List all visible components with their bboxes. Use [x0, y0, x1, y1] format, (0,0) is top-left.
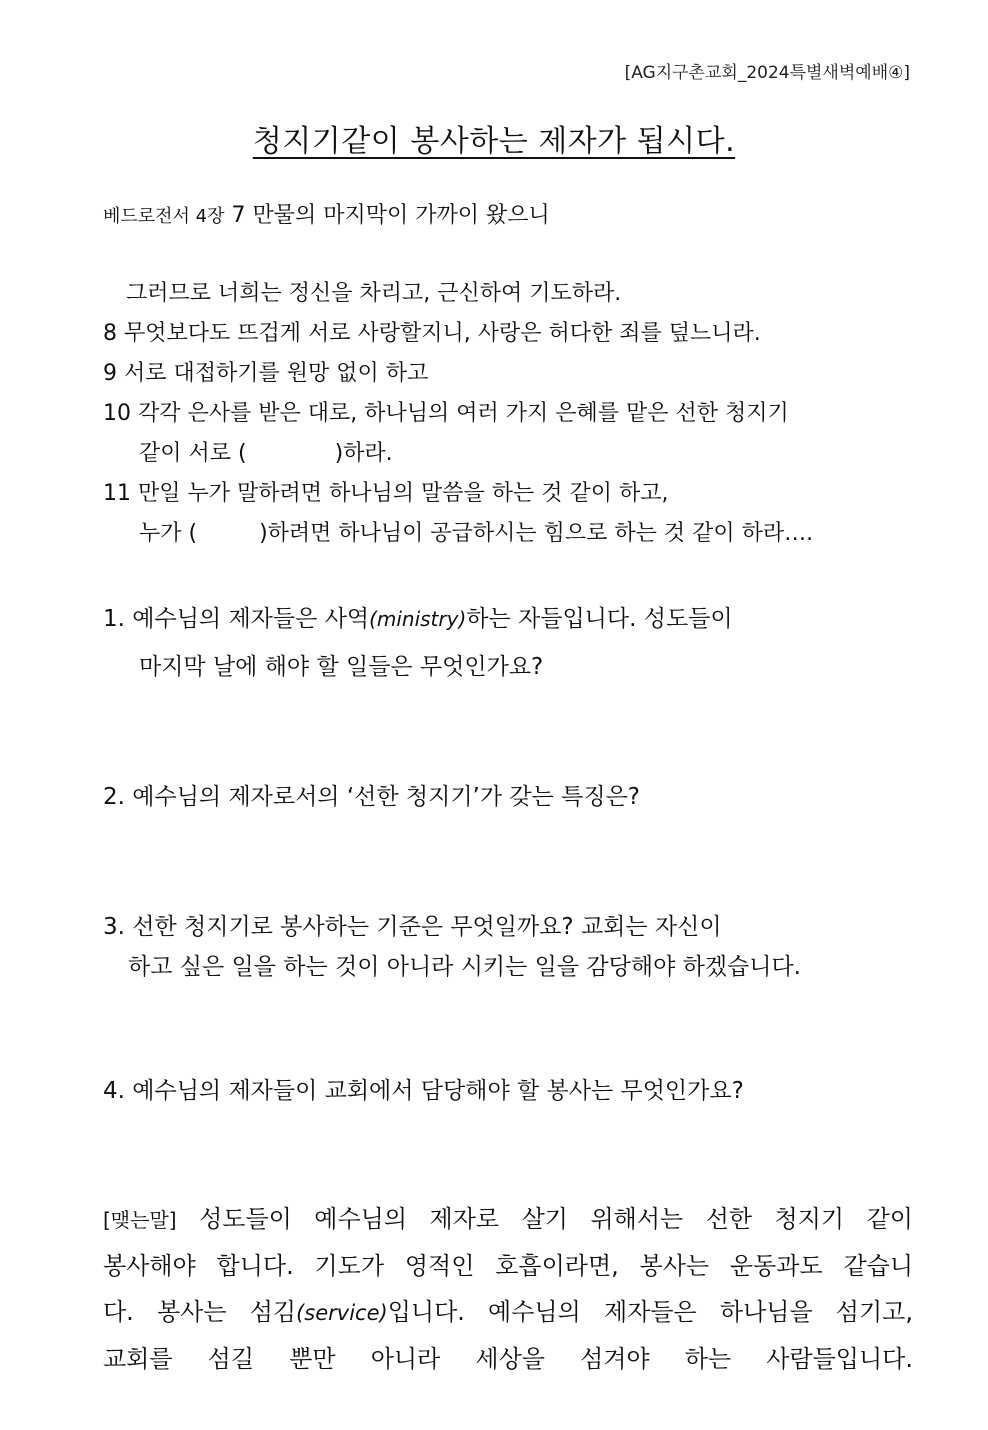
fill-in-prefix: 누가 (	[139, 521, 198, 546]
header-tag: [AG지구촌교회_2024특별새벽예배④]	[624, 63, 910, 83]
scripture-verse-8: 8 무엇보다도 뜨겁게 서로 사랑할지니, 사랑은 허다한 죄를 덮느니라.	[103, 321, 761, 346]
scripture-book: 베드로전서 4장	[103, 206, 225, 227]
scripture-verse-9: 9 서로 대접하기를 원망 없이 하고	[103, 361, 429, 386]
fill-in-suffix: )하라.	[334, 441, 393, 466]
question-4: 4. 예수님의 제자들이 교회에서 담당해야 할 봉사는 무엇인가요?	[103, 1078, 744, 1104]
fill-in-suffix: )하려면 하나님이 공급하시는 힘으로 하는 것 같이 하라….	[259, 521, 814, 546]
closing-line-3: 다. 봉사는 섬김(service)입니다. 예수님의 제자들은 하나님을 섬기고,	[103, 1298, 913, 1326]
question-3-line-2: 하고 싶은 일을 하는 것이 아니라 시키는 일을 감당해야 하겠습니다.	[128, 954, 801, 980]
scripture-verse-11-cont	[139, 516, 813, 547]
question-1-line-2: 마지막 날에 해야 할 일들은 무엇인가요?	[139, 654, 544, 680]
service-term: (service)	[296, 1301, 388, 1325]
fill-in-prefix: 같이 서로 (	[139, 441, 247, 466]
scripture-verse-10-cont	[139, 436, 393, 467]
closing-label: [맺는말]	[103, 1208, 177, 1232]
scripture-reference	[103, 198, 550, 229]
closing-paragraph	[103, 1196, 913, 1382]
question-3: 3. 선한 청지기로 봉사하는 기준은 무엇일까요? 교회는 자신이	[103, 914, 722, 940]
scripture-line: 그러므로 너희는 정신을 차리고, 근신하여 기도하라.	[126, 281, 622, 306]
scripture-verse-10: 10 각각 은사를 받은 대로, 하나님의 여러 가지 은혜를 맡은 선한 청지기	[103, 401, 789, 426]
ministry-term: (ministry)	[369, 607, 467, 631]
scripture-verse-11: 11 만일 누가 말하려면 하나님의 말씀을 하는 것 같이 하고,	[103, 481, 669, 506]
closing-line-4: 교회를 섬길 뿐만 아니라 세상을 섬겨야 하는 사람들입니다.	[103, 1345, 913, 1373]
closing-line-1: [맺는말] 성도들이 예수님의 제자로 살기 위해서는 선한 청지기 같이	[103, 1205, 913, 1233]
question-1: 1. 예수님의 제자들은 사역(ministry)하는 자들입니다. 성도들이	[103, 606, 733, 632]
question-2: 2. 예수님의 제자로서의 ‘선한 청지기’가 갖는 특징은?	[103, 784, 641, 810]
closing-line-2: 봉사해야 합니다. 기도가 영적인 호흡이라면, 봉사는 운동과도 같습니	[103, 1252, 913, 1280]
scripture-verse-7: 7 만물의 마지막이 가까이 왔으니	[231, 203, 550, 228]
page-title: 청지기같이 봉사하는 제자가 됩시다.	[252, 124, 736, 159]
